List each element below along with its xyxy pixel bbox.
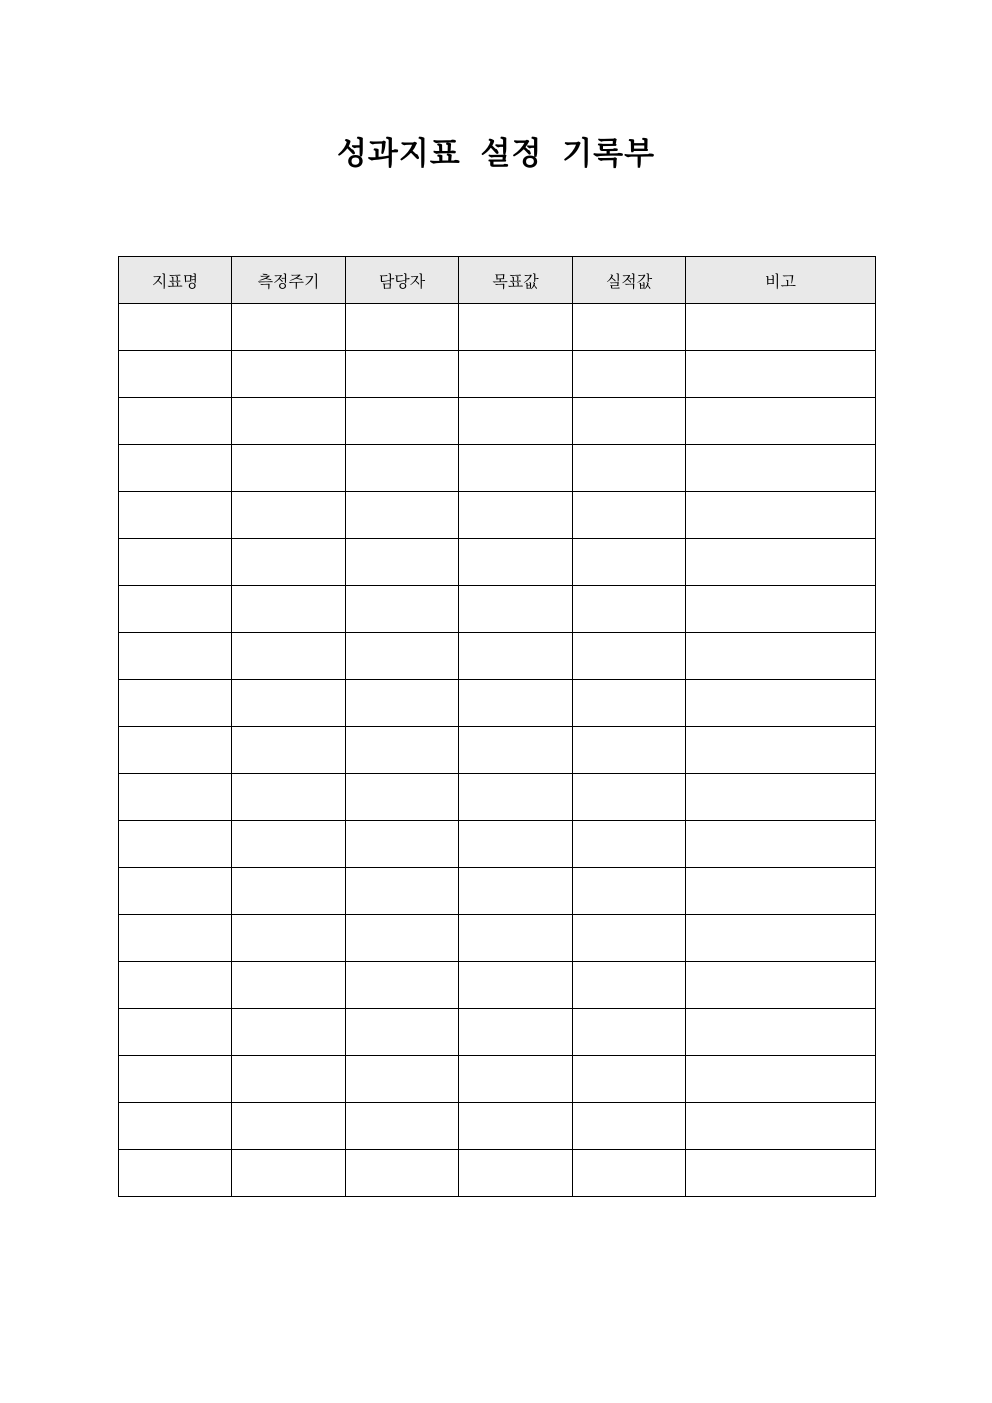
actual-value-cell[interactable] [573,821,686,868]
column-header-target-value: 목표값 [459,257,573,304]
table-row [119,445,876,492]
table-row [119,727,876,774]
remarks-cell[interactable] [686,586,876,633]
target-value-cell[interactable] [459,1009,573,1056]
table-row [119,351,876,398]
measurement-cycle-cell[interactable] [232,586,346,633]
indicator-name-cell[interactable] [119,586,232,633]
measurement-cycle-cell[interactable] [232,1056,346,1103]
actual-value-cell[interactable] [573,868,686,915]
page-title: 성과지표 설정 기록부 [336,136,656,172]
measurement-cycle-cell[interactable] [232,774,346,821]
target-value-cell[interactable] [459,445,573,492]
manager-cell[interactable] [346,1103,459,1150]
indicator-name-cell[interactable] [119,492,232,539]
actual-value-cell[interactable] [573,633,686,680]
manager-cell[interactable] [346,492,459,539]
table-row [119,774,876,821]
target-value-cell[interactable] [459,962,573,1009]
target-value-cell[interactable] [459,398,573,445]
actual-value-cell[interactable] [573,1009,686,1056]
measurement-cycle-cell[interactable] [232,1150,346,1197]
indicator-name-cell[interactable] [119,1103,232,1150]
indicator-name-cell[interactable] [119,962,232,1009]
remarks-cell[interactable] [686,633,876,680]
actual-value-cell[interactable] [573,539,686,586]
indicator-name-cell[interactable] [119,1150,232,1197]
target-value-cell[interactable] [459,821,573,868]
manager-cell[interactable] [346,1150,459,1197]
remarks-cell[interactable] [686,868,876,915]
manager-cell[interactable] [346,1056,459,1103]
measurement-cycle-cell[interactable] [232,962,346,1009]
remarks-cell[interactable] [686,445,876,492]
table-row [119,962,876,1009]
manager-cell[interactable] [346,398,459,445]
manager-cell[interactable] [346,821,459,868]
measurement-cycle-cell[interactable] [232,727,346,774]
measurement-cycle-cell[interactable] [232,304,346,351]
remarks-cell[interactable] [686,915,876,962]
target-value-cell[interactable] [459,727,573,774]
target-value-cell[interactable] [459,915,573,962]
actual-value-cell[interactable] [573,680,686,727]
remarks-cell[interactable] [686,774,876,821]
remarks-cell[interactable] [686,1150,876,1197]
indicator-name-cell[interactable] [119,680,232,727]
measurement-cycle-cell[interactable] [232,1103,346,1150]
actual-value-cell[interactable] [573,1103,686,1150]
target-value-cell[interactable] [459,680,573,727]
actual-value-cell[interactable] [573,304,686,351]
manager-cell[interactable] [346,351,459,398]
manager-cell[interactable] [346,727,459,774]
table-row [119,398,876,445]
indicator-name-cell[interactable] [119,1009,232,1056]
manager-cell[interactable] [346,868,459,915]
target-value-cell[interactable] [459,586,573,633]
target-value-cell[interactable] [459,539,573,586]
actual-value-cell[interactable] [573,727,686,774]
remarks-cell[interactable] [686,351,876,398]
target-value-cell[interactable] [459,351,573,398]
manager-cell[interactable] [346,774,459,821]
column-header-remarks: 비고 [686,257,876,304]
measurement-cycle-cell[interactable] [232,492,346,539]
measurement-cycle-cell[interactable] [232,539,346,586]
target-value-cell[interactable] [459,1150,573,1197]
target-value-cell[interactable] [459,304,573,351]
table-row [119,1056,876,1103]
measurement-cycle-cell[interactable] [232,633,346,680]
indicator-name-cell[interactable] [119,774,232,821]
manager-cell[interactable] [346,1009,459,1056]
indicator-name-cell[interactable] [119,868,232,915]
table-row [119,1103,876,1150]
actual-value-cell[interactable] [573,351,686,398]
measurement-cycle-cell[interactable] [232,680,346,727]
column-header-indicator-name: 지표명 [119,257,232,304]
table-row [119,586,876,633]
table-row [119,821,876,868]
manager-cell[interactable] [346,586,459,633]
manager-cell[interactable] [346,633,459,680]
target-value-cell[interactable] [459,633,573,680]
manager-cell[interactable] [346,445,459,492]
actual-value-cell[interactable] [573,1150,686,1197]
measurement-cycle-cell[interactable] [232,351,346,398]
table-row [119,1150,876,1197]
actual-value-cell[interactable] [573,398,686,445]
table-header-row [119,257,876,304]
manager-cell[interactable] [346,962,459,1009]
remarks-cell[interactable] [686,962,876,1009]
table-row [119,539,876,586]
manager-cell[interactable] [346,304,459,351]
target-value-cell[interactable] [459,868,573,915]
target-value-cell[interactable] [459,1056,573,1103]
actual-value-cell[interactable] [573,1056,686,1103]
indicator-name-cell[interactable] [119,351,232,398]
manager-cell[interactable] [346,915,459,962]
actual-value-cell[interactable] [573,586,686,633]
indicator-name-cell[interactable] [119,915,232,962]
target-value-cell[interactable] [459,1103,573,1150]
remarks-cell[interactable] [686,1056,876,1103]
column-header-actual-value: 실적값 [573,257,686,304]
manager-cell[interactable] [346,680,459,727]
indicator-name-cell[interactable] [119,398,232,445]
indicator-name-cell[interactable] [119,445,232,492]
manager-cell[interactable] [346,539,459,586]
table-row [119,1009,876,1056]
indicator-name-cell[interactable] [119,821,232,868]
measurement-cycle-cell[interactable] [232,915,346,962]
table-row [119,680,876,727]
indicator-name-cell[interactable] [119,539,232,586]
table-row [119,868,876,915]
actual-value-cell[interactable] [573,492,686,539]
measurement-cycle-cell[interactable] [232,398,346,445]
table-body [119,304,876,1197]
remarks-cell[interactable] [686,304,876,351]
remarks-cell[interactable] [686,680,876,727]
measurement-cycle-cell[interactable] [232,821,346,868]
actual-value-cell[interactable] [573,774,686,821]
remarks-cell[interactable] [686,1103,876,1150]
table-row [119,492,876,539]
table-row [119,304,876,351]
table-row [119,915,876,962]
actual-value-cell[interactable] [573,915,686,962]
target-value-cell[interactable] [459,774,573,821]
indicator-name-cell[interactable] [119,1056,232,1103]
remarks-cell[interactable] [686,727,876,774]
actual-value-cell[interactable] [573,445,686,492]
indicator-record-table [118,256,876,1197]
actual-value-cell[interactable] [573,962,686,1009]
remarks-cell[interactable] [686,1009,876,1056]
measurement-cycle-cell[interactable] [232,868,346,915]
column-header-measurement-cycle: 측정주기 [232,257,346,304]
indicator-name-cell[interactable] [119,304,232,351]
remarks-cell[interactable] [686,539,876,586]
target-value-cell[interactable] [459,492,573,539]
indicator-name-cell[interactable] [119,633,232,680]
remarks-cell[interactable] [686,492,876,539]
remarks-cell[interactable] [686,398,876,445]
measurement-cycle-cell[interactable] [232,445,346,492]
indicator-name-cell[interactable] [119,727,232,774]
remarks-cell[interactable] [686,821,876,868]
column-header-manager: 담당자 [346,257,459,304]
measurement-cycle-cell[interactable] [232,1009,346,1056]
table-row [119,633,876,680]
